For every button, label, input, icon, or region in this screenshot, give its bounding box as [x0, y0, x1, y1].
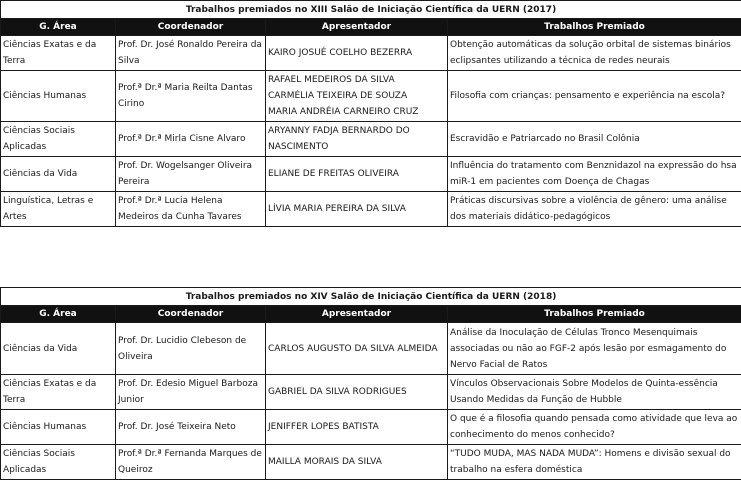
cell-awarded-work: “TUDO MUDA, MAS NADA MUDA”: Homens e divisão sexual do trabalho na esfera doméstica — [448, 445, 741, 480]
cell-awarded-work: O que é a filosofia quando pensada como atividade que leva ao conhecimento do menos conhecido? — [448, 410, 741, 445]
cell-presenter — [266, 445, 448, 480]
presenter-name: LÍVIA MARIA PEREIRA DA SILVA — [268, 204, 406, 214]
presenter-name: GABRIEL DA SILVA RODRIGUES — [268, 387, 407, 397]
cell-awarded-work: Obtenção automáticas da solução orbital de sistemas binários eclipsantes utilizando a técnica de redes neurais — [448, 36, 741, 71]
cell-coordinator: Prof.ª Dr.ª Mirla Cisne Alvaro — [116, 122, 266, 157]
presenter-name: MAILLA MORAIS DA SILVA — [268, 457, 382, 467]
cell-awarded-work: Vínculos Observacionais Sobre Modelos de Quinta-essência Usando Medidas da Função de Hubble — [448, 375, 741, 410]
column-header-awarded-work: Trabalhos Premiado — [448, 306, 741, 323]
cell-awarded-work: Filosofia com crianças: pensamento e experiência na escola? — [448, 71, 741, 122]
cell-presenter — [266, 375, 448, 410]
presenter-name: JENIFFER LOPES BATISTA — [268, 422, 379, 432]
cell-coordinator: Prof.ª Dr.ª Fernanda Marques de Queiroz — [116, 445, 266, 480]
cell-presenter — [266, 36, 448, 71]
presenter-name: CARLOS AUGUSTO DA SILVA ALMEIDA — [268, 343, 438, 354]
table-row — [1, 410, 741, 445]
cell-area: Ciências Humanas — [1, 71, 116, 122]
table-row — [1, 375, 741, 410]
cell-awarded-work: Análise da Inoculação de Células Tronco Mesenquimais associadas ou não ao FGF-2 após lesão por esmagamento do Nervo Facial de Ratos — [448, 323, 741, 375]
cell-area: Linguística, Letras e Artes — [1, 192, 116, 227]
cell-coordinator: Prof. Dr. Wogelsanger Oliveira Pereira — [116, 157, 266, 192]
cell-coordinator: Prof. Dr. Edesio Miguel Barboza Junior — [116, 375, 266, 410]
table-header-row — [1, 19, 741, 36]
table-row — [1, 122, 741, 157]
cell-presenter — [266, 192, 448, 227]
table-row — [1, 157, 741, 192]
table-header-row — [1, 306, 741, 323]
cell-coordinator: Prof. Dr. Lucidio Clebeson de Oliveira — [116, 323, 266, 375]
presenter-name: MARIA ANDRÉIA CARNEIRO CRUZ — [268, 107, 419, 117]
presenter-name: ARYANNY FADJA BERNARDO DO NASCIMENTO — [268, 126, 410, 152]
cell-area: Ciências da Vida — [1, 323, 116, 375]
table-title: Trabalhos premiados no XIII Salão de Iniciação Científica da UERN (2017) — [1, 1, 741, 19]
table-row — [1, 323, 741, 375]
table-row — [1, 71, 741, 122]
column-header-presenter: Apresentador — [266, 306, 448, 323]
column-header-area: G. Área — [1, 19, 116, 36]
cell-coordinator: Prof. Dr. José Teixeira Neto — [116, 410, 266, 445]
cell-awarded-work: Influência do tratamento com Benznidazol na expressão do hsa miR-1 em pacientes com Doença de Chagas — [448, 157, 741, 192]
cell-presenter — [266, 157, 448, 192]
awards-table-2017 — [0, 0, 741, 227]
cell-area: Ciências Exatas e da Terra — [1, 375, 116, 410]
cell-coordinator: Prof.ª Dr.ª Maria Reilta Dantas Cirino — [116, 71, 266, 122]
awards-table-2018 — [0, 287, 741, 480]
column-header-coordinator: Coordenador — [116, 306, 266, 323]
cell-awarded-work: Escravidão e Patriarcado no Brasil Colônia — [448, 122, 741, 157]
cell-area: Ciências Sociais Aplicadas — [1, 122, 116, 157]
cell-presenter — [266, 410, 448, 445]
cell-presenter — [266, 122, 448, 157]
cell-coordinator: Prof. Dr. José Ronaldo Pereira da Silva — [116, 36, 266, 71]
cell-area: Ciências Humanas — [1, 410, 116, 445]
presenter-name: ELIANE DE FREITAS OLIVEIRA — [268, 169, 399, 179]
cell-presenter — [266, 323, 448, 375]
cell-area: Ciências Exatas e da Terra — [1, 36, 116, 71]
table-title: Trabalhos premiados no XIV Salão de Iniciação Científica da UERN (2018) — [1, 288, 741, 306]
column-header-coordinator: Coordenador — [116, 19, 266, 36]
column-header-area: G. Área — [1, 306, 116, 323]
table-row — [1, 36, 741, 71]
column-header-presenter: Apresentador — [266, 19, 448, 36]
table-row — [1, 192, 741, 227]
cell-area: Ciências da Vida — [1, 157, 116, 192]
table-row — [1, 445, 741, 480]
cell-presenter — [266, 71, 448, 122]
column-header-awarded-work: Trabalhos Premiado — [448, 19, 741, 36]
table-title-row — [1, 1, 741, 19]
cell-awarded-work: Práticas discursivas sobre a violência de gênero: uma análise dos materiais didático-pedagógicos — [448, 192, 741, 227]
presenter-name: RAFAEL MEDEIROS DA SILVA — [268, 75, 395, 85]
presenter-name: KAIRO JOSUÉ COELHO BEZERRA — [268, 48, 413, 58]
cell-area: Ciências Sociais Aplicadas — [1, 445, 116, 480]
table-title-row — [1, 288, 741, 306]
cell-coordinator: Prof.ª Dr.ª Lucia Helena Medeiros da Cunha Tavares — [116, 192, 266, 227]
presenter-name: CARMÉLIA TEIXEIRA DE SOUZA — [268, 91, 408, 101]
